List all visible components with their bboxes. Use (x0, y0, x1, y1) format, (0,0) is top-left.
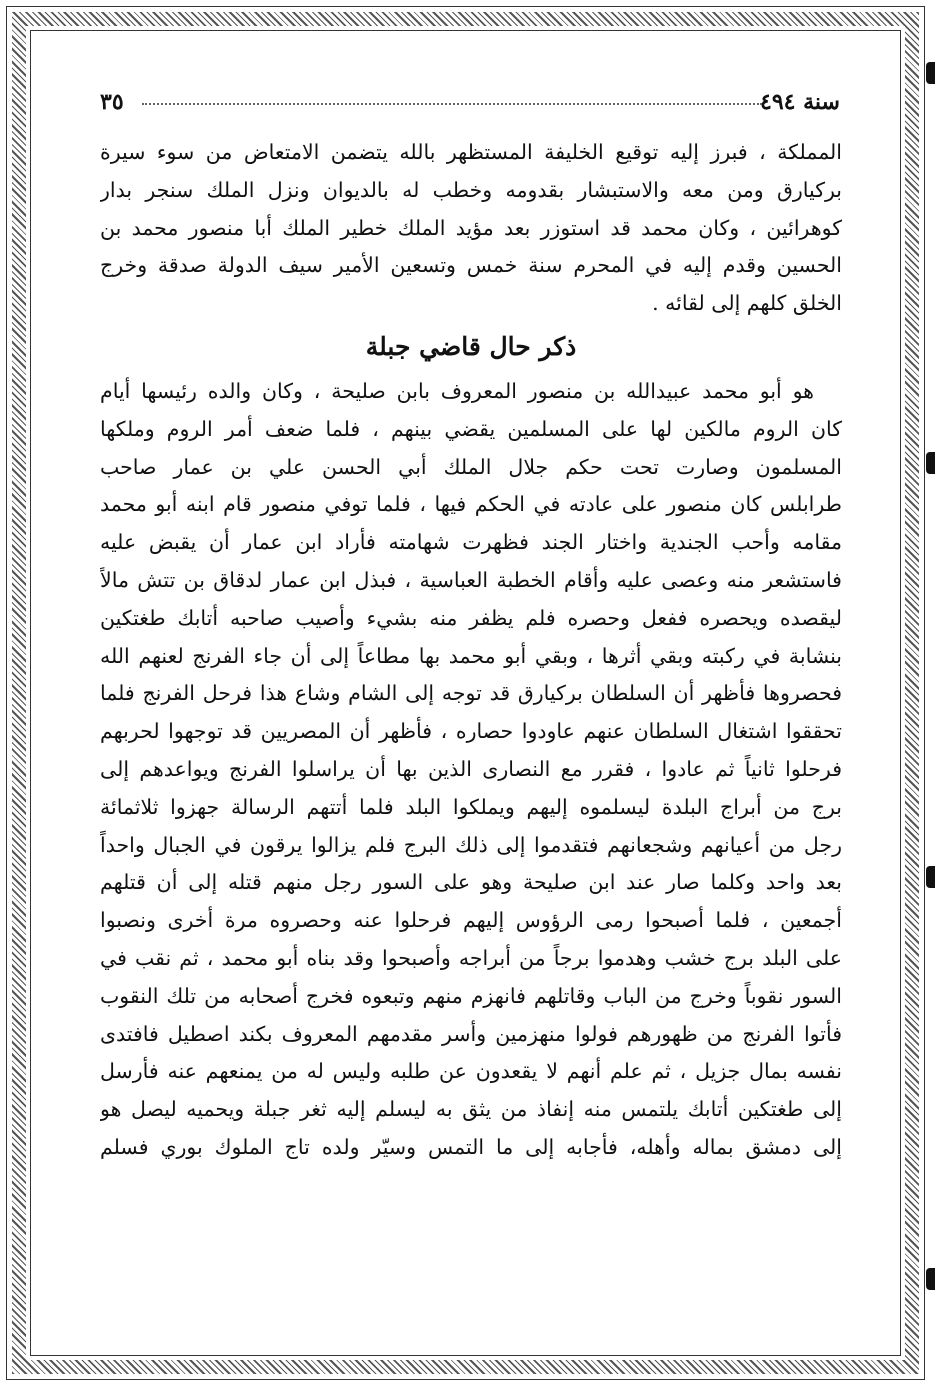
text-line: بنشابة في ركبته وبقي أثرها ، وبقي أبو محمد بها مطاعاً إلى أن جاء الفرنج لعنهم الله (100, 643, 842, 668)
text-line: فحصروها فأظهر أن السلطان بركيارق قد توجه إلى الشام وشاع هذا فرحل الفرنج فلما (100, 681, 842, 706)
text-line: إلى دمشق بماله وأهله، فأجابه إلى ما التمس وسيّر ولده تاج الملوك بوري فسلم (100, 1134, 842, 1159)
edge-tab-marker (926, 866, 935, 888)
running-title: سنة ٤٩٤ (760, 89, 840, 115)
text-line: ليقصده ويحصره ففعل وحصره فلم يظفر منه بشيء وأصيب صاحبه أتابك طغتكين (100, 605, 842, 630)
text-line: إلى طغتكين أتابك يلتمس منه إنفاذ من يثق به ليسلم إليه ثغر جبلة ويحميه ليصل هو (100, 1097, 842, 1122)
edge-tab-marker (926, 62, 935, 84)
text-line: فرحلوا ثانياً ثم عادوا ، فقرر مع النصارى الذين بها أن يراسلوا الفرنج ويواعدهم إلى (100, 756, 842, 781)
page-number: ٣٥ (100, 89, 124, 115)
text-line: أجمعين ، فلما أصبحوا رمى الرؤوس إليهم فرحلوا عنه وحصروه مرة أخرى ونصبوا (100, 908, 842, 933)
text-line: بركيارق ومن معه والاستبشار بقدومه وخطب له بالديوان ونزل الملك سنجر بدار (100, 177, 842, 202)
text-line: السور نقوباً وخرج من الباب وقاتلهم فانهزم منهم وتبعوه فخرج أصحابه من تلك النقوب (100, 983, 842, 1008)
text-line: رجل من أعيانهم وشجعانهم فتقدموا إلى ذلك البرج فلم يزالوا يرقون في الجبال واحداً (100, 832, 842, 857)
edge-tab-marker (926, 452, 935, 474)
header-dotted-leader (142, 103, 762, 105)
text-line: بعد واحد وكلما صار عند ابن صليحة وهو على السور رجل منهم قتله إلى أن قتلهم (100, 870, 842, 895)
running-header (100, 88, 840, 116)
text-line: طرابلس كان منصور على عادته في الحكم فيها ، فلما توفي منصور قام ابنه أبو محمد (100, 492, 842, 517)
text-line: كان الروم مالكين لها على المسلمين يقضي بينهم ، فلما ضعف أمر الروم وملكها (100, 416, 842, 441)
text-line: نفسه بمال جزيل ، ثم علم أنهم لا يقعدون عن طلبه وليس له من يمنعهم عنه فأرسل (100, 1059, 842, 1084)
text-line: المسلمون وصارت تحت حكم جلال الملك أبي الحسن علي بن عمار صاحب (100, 454, 842, 479)
section-heading: ذكر حال قاضي جبلة (365, 331, 577, 361)
text-line: فأتوا الفرنج من ظهورهم فولوا منهزمين وأسر مقدمهم المعروف بكند اصطيل فافتدى (100, 1021, 842, 1046)
text-line: الحسين وقدم إليه في المحرم سنة خمس وتسعين الأمير سيف الدولة صدقة وخرج (100, 253, 842, 278)
text-line: كوهرائين ، وكان محمد قد استوزر بعد مؤيد الملك خطير الملك أبا منصور محمد بن (100, 215, 842, 240)
paragraph (100, 373, 842, 1167)
edge-tab-marker (926, 1268, 935, 1290)
text-line: هو أبو محمد عبيدالله بن منصور المعروف بابن صليحة ، وكان والده رئيسها أيام (100, 378, 814, 403)
text-line: فاستشعر منه وعصى عليه وأقام الخطبة العباسية ، فبذل ابن عمار لدقاق بن تتش مالاً (100, 567, 842, 592)
text-line: المملكة ، فبرز إليه توقيع الخليفة المستظهر بالله يتضمن الامتعاض من سوء سيرة (100, 140, 842, 164)
text-line: تحققوا اشتغال السلطان عنهم عاودوا حصاره ، فأظهر أن المصريين قد توجهوا لحربهم (100, 719, 842, 744)
text-line: على البلد برج خشب وهدموا برجاً من أبراجه وأصبحوا وقد بناه أبو محمد ، ثم نقب في (100, 945, 842, 970)
paragraph (100, 134, 842, 323)
text-line: برج من أبراج البلدة ليسلموه إليهم ويملكوا البلد فلما أتتهم الرسالة جهزوا ثلاثمائة (100, 794, 842, 819)
text-line: الخلق كلهم إلى لقائه . (652, 291, 842, 316)
text-line: مقامه وأحب الجندية واختار الجند فظهرت شهامته فأراد ابن عمار أن يقبض عليه (100, 530, 842, 555)
body-text (100, 134, 842, 1167)
